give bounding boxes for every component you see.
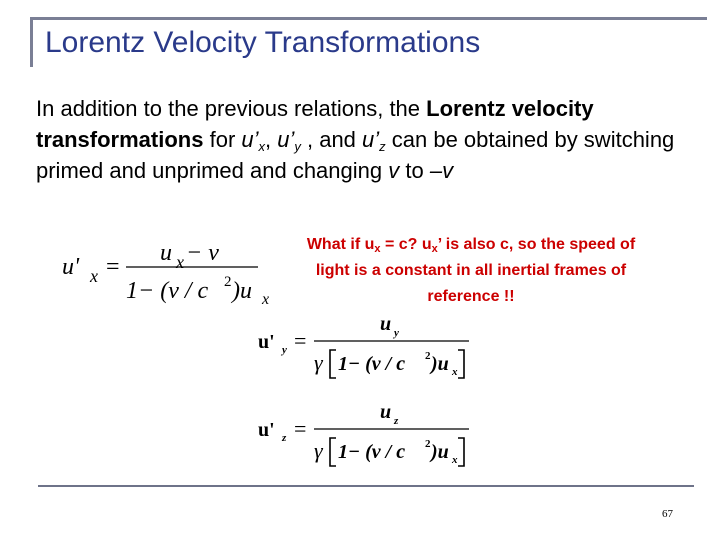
intro-comma-2: , and	[300, 127, 363, 152]
intro-comma-1: ,	[265, 127, 278, 152]
intro-uy: u’	[277, 127, 295, 152]
eq-x-num: u	[160, 240, 172, 266]
intro-uz-sub: z	[379, 139, 386, 154]
eq-z-den-b: )u	[431, 441, 449, 463]
eq-z-num-sub: z	[394, 415, 399, 427]
page-number: 67	[662, 508, 673, 520]
footer-rule	[38, 485, 694, 487]
eq-z-num: u	[380, 401, 392, 423]
intro-bold-phrase: Lorentz velocity transformations	[36, 96, 594, 152]
eq-x-num-rest: − v	[186, 240, 219, 266]
eq-x-den-a: 1− (v / c	[126, 278, 209, 304]
eq-z-lhs: u'	[258, 419, 275, 441]
eq-y-num-sub: y	[394, 327, 399, 339]
intro-text-1: In addition to the previous relations, the	[36, 96, 427, 121]
note-part-2: = c? u	[380, 236, 432, 253]
intro-v: v	[388, 158, 400, 183]
eq-y-den-b: )u	[431, 353, 449, 375]
equation-uy	[258, 312, 478, 382]
title-frame-left-rule	[30, 17, 33, 67]
eq-z-lhs-sub: z	[282, 432, 287, 444]
eq-y-den-a: 1− (v / c	[338, 353, 406, 375]
note-sub-2: x	[431, 243, 438, 255]
eq-y-left-bracket	[330, 350, 336, 378]
intro-text-2: for	[203, 127, 242, 152]
intro-uy-sub: y	[294, 139, 301, 154]
eq-x-lhs: u'	[62, 254, 80, 280]
eq-z-equals: =	[294, 416, 307, 441]
eq-x-den-sup: 2	[224, 274, 232, 290]
eq-z-gamma: γ	[314, 438, 323, 463]
note-sub-1: x	[374, 243, 381, 255]
eq-y-num: u	[380, 313, 392, 335]
title-frame-top-rule	[30, 17, 707, 20]
note-part-1: What if u	[306, 236, 375, 253]
intro-paragraph	[36, 93, 676, 186]
eq-y-den-sub: x	[452, 366, 458, 378]
eq-x-num-sub: x	[176, 252, 184, 272]
note-part-3: ’ is also c, so the speed of light is a constant in all inertial frames of reference !!	[315, 236, 636, 305]
eq-z-den-a: 1− (v / c	[338, 441, 406, 463]
eq-y-den-sup: 2	[425, 350, 431, 362]
eq-y-equals: =	[294, 328, 307, 353]
eq-z-right-bracket	[458, 438, 464, 466]
eq-x-equals: =	[106, 254, 120, 280]
intro-neg-v: –v	[429, 158, 454, 183]
eq-z-left-bracket	[330, 438, 336, 466]
intro-uz: u’	[362, 127, 380, 152]
intro-ux-sub: x	[258, 139, 266, 154]
equation-uz	[258, 400, 478, 470]
eq-x-den-b: )u	[232, 278, 252, 304]
slide-title: Lorentz Velocity Transformations	[45, 26, 481, 59]
eq-y-right-bracket	[458, 350, 464, 378]
intro-text-3: can be obtained by switching primed and unprimed and changing	[36, 127, 675, 183]
equation-ux	[62, 236, 282, 306]
eq-z-den-sub: x	[452, 454, 458, 466]
eq-x-den-sub: x	[262, 291, 270, 308]
intro-to: to	[399, 158, 430, 183]
eq-y-gamma: γ	[314, 350, 323, 375]
speed-of-light-note	[296, 232, 646, 310]
eq-y-lhs-sub: y	[282, 344, 287, 356]
eq-y-lhs: u'	[258, 331, 275, 353]
eq-z-den-sup: 2	[425, 438, 431, 450]
intro-ux: u’	[241, 127, 259, 152]
eq-x-lhs-sub: x	[90, 266, 98, 286]
